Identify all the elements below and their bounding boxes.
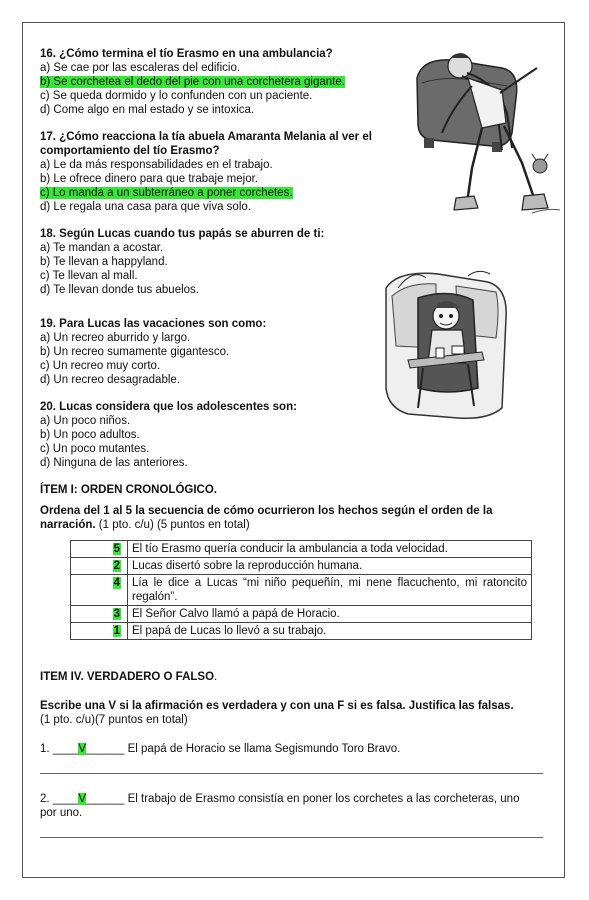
event-text: El tío Erasmo quería conducir la ambulancia a toda velocidad.: [128, 541, 532, 558]
q20-option-d[interactable]: d) Ninguna de las anteriores.: [40, 457, 188, 469]
q18-option-b[interactable]: b) Te llevan a happyland.: [40, 256, 168, 268]
item-4-heading: ITEM IV. VERDADERO O FALSO.: [40, 671, 218, 683]
q18-option-d[interactable]: d) Te llevan donde tus abuelos.: [40, 284, 199, 296]
order-number: 5: [113, 543, 120, 555]
q20-option-c[interactable]: c) Un poco mutantes.: [40, 443, 150, 455]
justification-line[interactable]: [40, 773, 543, 774]
question-18-title: 18. Según Lucas cuando tus papás se aburren de ti:: [40, 228, 325, 240]
q19-option-b[interactable]: b) Un recreo sumamente gigantesco.: [40, 346, 230, 358]
illustration-man-on-sofa: [412, 38, 562, 226]
table-row: [71, 575, 532, 606]
event-text: El papá de Lucas lo llevó a su trabajo.: [128, 623, 532, 640]
question-17-title: 17. ¿Cómo reacciona la tía abuela Amaranta Melania al ver el: [40, 131, 372, 143]
question-19-title: 19. Para Lucas las vacaciones son como:: [40, 318, 267, 330]
q17-option-c[interactable]: [40, 186, 372, 200]
order-number: 2: [113, 560, 120, 572]
q17-option-b[interactable]: b) Le ofrece dinero para que trabaje mejor.: [40, 173, 258, 185]
q16-option-d[interactable]: d) Come algo en mal estado y se intoxica.: [40, 104, 255, 116]
q19-option-d[interactable]: d) Un recreo desagradable.: [40, 374, 180, 386]
order-cell[interactable]: [71, 575, 128, 606]
justification-line[interactable]: [40, 837, 543, 838]
table-row: [71, 623, 532, 640]
q18-option-a[interactable]: a) Te mandan a acostar.: [40, 242, 164, 254]
q18-option-c[interactable]: c) Te llevan al mall.: [40, 270, 138, 282]
item-1-heading: ÍTEM I: ORDEN CRONOLÓGICO.: [40, 484, 217, 496]
question-18: [40, 227, 324, 297]
q20-option-a[interactable]: a) Un poco niños.: [40, 415, 131, 427]
true-false-statement-1: 1. ____V______ El papá de Horacio se llama Segismundo Toro Bravo.: [40, 743, 401, 755]
answer-highlight: b) Se corchetea el dedo del pie con una corchetera gigante.: [40, 76, 345, 88]
order-cell[interactable]: [71, 606, 128, 623]
item-1-instructions-line2: narración. (1 pto. c/u) (5 puntos en total): [40, 519, 250, 531]
question-16-title: 16. ¿Cómo termina el tío Erasmo en una ambulancia?: [40, 48, 333, 60]
order-cell[interactable]: [71, 558, 128, 575]
question-20: [40, 400, 297, 470]
order-number: 4: [113, 577, 120, 589]
item-1-instructions-line1: Ordena del 1 al 5 la secuencia de cómo ocurrieron los hechos según el orden de la: [40, 505, 493, 517]
item-4-instructions-line2: (1 pto. c/u)(7 puntos en total): [40, 714, 188, 726]
question-17: [40, 130, 372, 214]
table-row: [71, 558, 532, 575]
order-number: 3: [113, 608, 120, 620]
order-number: 1: [113, 625, 120, 637]
table-row: [71, 606, 532, 623]
question-16: [40, 47, 345, 117]
item-4-instructions-line1: Escribe una V si la afirmación es verdadera y con una F si es falsa. Justifica las falsas.: [40, 700, 514, 712]
table-row: [71, 541, 532, 558]
order-cell[interactable]: [71, 623, 128, 640]
chronology-table: [70, 540, 532, 640]
question-20-title: 20. Lucas considera que los adolescentes son:: [40, 401, 297, 413]
q19-option-a[interactable]: a) Un recreo aburrido y largo.: [40, 332, 191, 344]
answer-mark[interactable]: V: [78, 743, 87, 755]
question-19: [40, 317, 266, 387]
q17-option-d[interactable]: d) Le regala una casa para que viva solo.: [40, 201, 251, 213]
answer-highlight: c) Lo manda a un subterráneo a poner corchetes.: [40, 187, 293, 199]
question-17-title-2: comportamiento del tío Erasmo?: [40, 145, 220, 157]
q16-option-b[interactable]: [40, 75, 345, 89]
q16-option-a[interactable]: a) Se cae por las escaleras del edificio.: [40, 62, 241, 74]
q20-option-b[interactable]: b) Un poco adultos.: [40, 429, 140, 441]
event-text: El Señor Calvo llamó a papá de Horacio.: [128, 606, 532, 623]
illustration-boy-in-airplane-seat: [378, 268, 518, 426]
q16-option-c[interactable]: c) Se queda dormido y lo confunden con un paciente.: [40, 90, 313, 102]
event-text: Lía le dice a Lucas “mi niño pequeñín, mi nene flacuchento, mi ratoncito regalón”.: [128, 575, 532, 606]
event-text: Lucas disertó sobre la reproducción humana.: [128, 558, 532, 575]
true-false-statement-2: 2. ____V______ El trabajo de Erasmo consistía en poner los corchetes a las corcheteras, uno por uno.: [40, 793, 520, 819]
q19-option-c[interactable]: c) Un recreo muy corto.: [40, 360, 161, 372]
answer-mark[interactable]: V: [78, 793, 87, 805]
order-cell[interactable]: [71, 541, 128, 558]
q17-option-a[interactable]: a) Le da más responsabilidades en el trabajo.: [40, 159, 273, 171]
